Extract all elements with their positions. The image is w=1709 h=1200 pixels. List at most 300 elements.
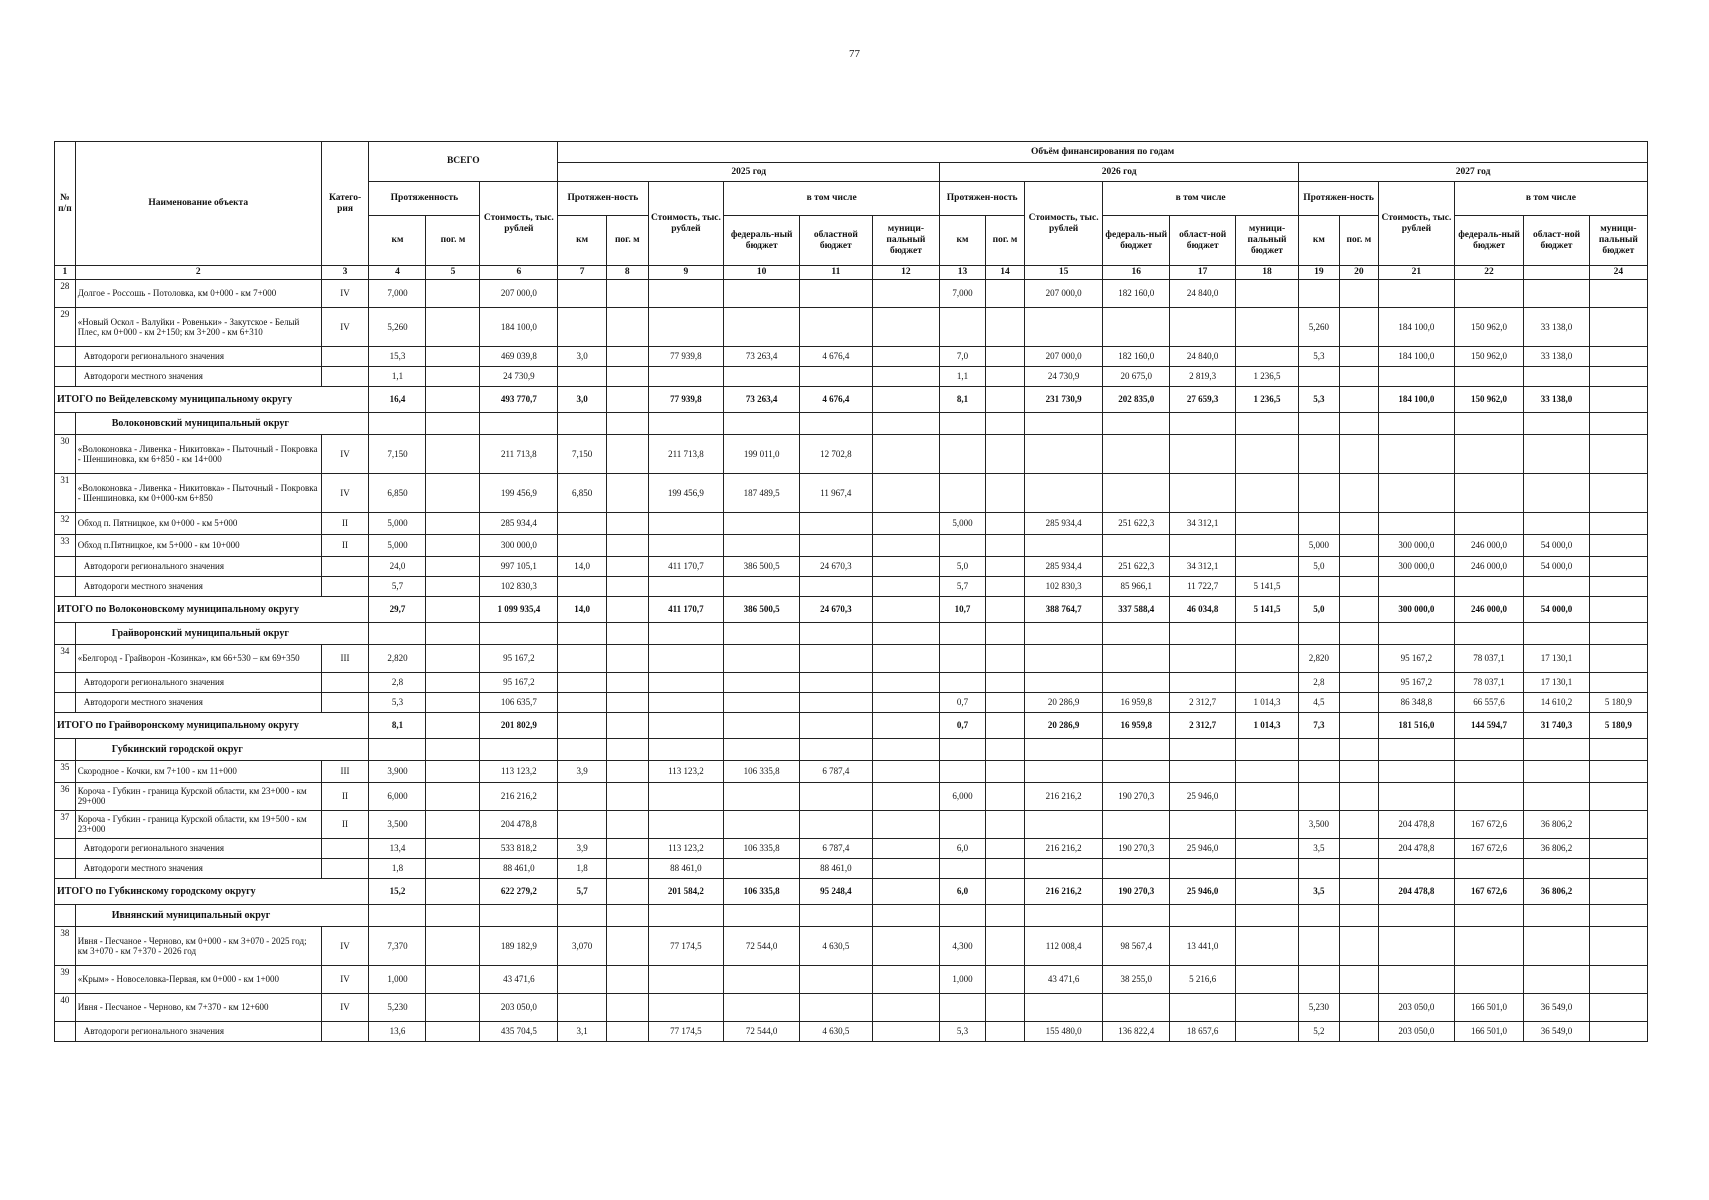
value-cell — [426, 878, 480, 904]
empty-cell — [480, 904, 558, 926]
value-cell — [607, 1021, 649, 1041]
value-cell: 6,0 — [940, 838, 986, 858]
value-cell: 5,0 — [1299, 556, 1339, 576]
empty-cell — [1235, 738, 1298, 760]
empty-cell — [800, 738, 873, 760]
empty-cell — [940, 904, 986, 926]
value-cell — [1170, 760, 1235, 782]
pog-m-header: пог. м — [607, 216, 649, 266]
category-cell — [321, 556, 369, 576]
value-cell — [1103, 644, 1170, 672]
category-cell — [321, 838, 369, 858]
value-cell — [1235, 279, 1298, 307]
object-name: Обход п.Пятницкое, км 5+000 - км 10+000 — [75, 534, 321, 556]
value-cell — [940, 644, 986, 672]
value-cell — [607, 782, 649, 810]
km-header: км — [940, 216, 986, 266]
value-cell — [558, 712, 607, 738]
value-cell — [872, 782, 939, 810]
value-cell — [1170, 534, 1235, 556]
value-cell: 388 764,7 — [1025, 596, 1103, 622]
value-cell: 167 672,6 — [1454, 878, 1524, 904]
value-cell — [800, 672, 873, 692]
value-cell: 24 730,9 — [480, 366, 558, 386]
empty-cell — [426, 622, 480, 644]
value-cell — [940, 534, 986, 556]
value-cell — [648, 307, 724, 346]
section-title: Волоконовский муниципальный округ — [75, 412, 369, 434]
value-cell: 1,8 — [369, 858, 426, 878]
pog-m-header: пог. м — [1339, 216, 1378, 266]
empty-cell — [1339, 412, 1378, 434]
empty-cell — [985, 412, 1024, 434]
value-cell: 5,260 — [369, 307, 426, 346]
km-header: км — [1299, 216, 1339, 266]
value-cell — [607, 473, 649, 512]
value-cell: 7,150 — [558, 434, 607, 473]
value-cell — [607, 692, 649, 712]
incl-2027-header: в том числе — [1454, 182, 1647, 216]
category-cell: IV — [321, 279, 369, 307]
value-cell: 95 248,4 — [800, 878, 873, 904]
value-cell: 72 544,0 — [724, 926, 800, 965]
value-cell: 88 461,0 — [800, 858, 873, 878]
value-cell — [1103, 672, 1170, 692]
value-cell — [426, 712, 480, 738]
value-cell: 15,3 — [369, 346, 426, 366]
object-name: Автодороги регионального значения — [75, 838, 321, 858]
category-cell — [321, 346, 369, 366]
value-cell — [558, 534, 607, 556]
value-cell: 150 962,0 — [1454, 346, 1524, 366]
value-cell — [648, 534, 724, 556]
value-cell — [985, 512, 1024, 534]
value-cell — [1025, 473, 1103, 512]
value-cell: 10,7 — [940, 596, 986, 622]
total-label: ИТОГО по Волоконовскому муниципальному округу — [55, 596, 369, 622]
column-index-cell: 14 — [985, 266, 1024, 280]
value-cell — [426, 596, 480, 622]
empty-cell — [648, 738, 724, 760]
value-cell: 1,000 — [369, 965, 426, 993]
value-cell: 300 000,0 — [1379, 534, 1455, 556]
value-cell — [607, 810, 649, 838]
empty-cell — [800, 904, 873, 926]
value-cell: 7,0 — [940, 346, 986, 366]
value-cell: 31 740,3 — [1524, 712, 1589, 738]
column-index-cell: 22 — [1454, 266, 1524, 280]
value-cell — [426, 512, 480, 534]
value-cell: 14 610,2 — [1524, 692, 1589, 712]
value-cell: 106 335,8 — [724, 838, 800, 858]
value-cell — [558, 366, 607, 386]
value-cell — [1379, 473, 1455, 512]
column-index-cell: 8 — [607, 266, 649, 280]
value-cell: 54 000,0 — [1524, 556, 1589, 576]
value-cell — [1379, 965, 1455, 993]
value-cell — [648, 512, 724, 534]
value-cell: 24 730,9 — [1025, 366, 1103, 386]
value-cell: 386 500,5 — [724, 556, 800, 576]
value-cell: 20 675,0 — [1103, 366, 1170, 386]
empty-cell — [872, 738, 939, 760]
value-cell: 16 959,8 — [1103, 692, 1170, 712]
value-cell — [1524, 926, 1589, 965]
value-cell — [1524, 473, 1589, 512]
value-cell — [985, 366, 1024, 386]
value-cell: 3,9 — [558, 760, 607, 782]
value-cell: 411 170,7 — [648, 556, 724, 576]
value-cell — [1339, 782, 1378, 810]
row-number — [55, 738, 76, 760]
value-cell — [1339, 810, 1378, 838]
value-cell — [607, 307, 649, 346]
category-cell — [321, 576, 369, 596]
value-cell — [1235, 810, 1298, 838]
column-index-cell: 19 — [1299, 266, 1339, 280]
empty-cell — [724, 904, 800, 926]
value-cell: 106 335,8 — [724, 760, 800, 782]
value-cell — [1103, 858, 1170, 878]
value-cell: 11 967,4 — [800, 473, 873, 512]
value-cell — [607, 644, 649, 672]
value-cell — [985, 386, 1024, 412]
value-cell — [1339, 1021, 1378, 1041]
column-index-cell — [1524, 266, 1589, 280]
value-cell: 0,7 — [940, 712, 986, 738]
value-cell — [648, 576, 724, 596]
value-cell — [1589, 534, 1647, 556]
column-index-cell: 1 — [55, 266, 76, 280]
empty-cell — [607, 622, 649, 644]
value-cell: 13 441,0 — [1170, 926, 1235, 965]
row-number — [55, 622, 76, 644]
empty-cell — [940, 738, 986, 760]
empty-cell — [1524, 904, 1589, 926]
object-name: Автодороги местного значения — [75, 692, 321, 712]
row-number: 29 — [55, 307, 76, 346]
value-cell — [1589, 512, 1647, 534]
value-cell: 5 180,9 — [1589, 692, 1647, 712]
value-cell — [607, 965, 649, 993]
value-cell — [1299, 434, 1339, 473]
value-cell — [872, 596, 939, 622]
value-cell: 36 549,0 — [1524, 1021, 1589, 1041]
value-cell: 33 138,0 — [1524, 346, 1589, 366]
year-2025-header: 2025 год — [558, 163, 940, 182]
value-cell — [1235, 672, 1298, 692]
length-2027-header: Протяжен-ность — [1299, 182, 1379, 216]
empty-cell — [1454, 904, 1524, 926]
value-cell: 113 123,2 — [648, 838, 724, 858]
value-cell — [985, 596, 1024, 622]
value-cell: 77 939,8 — [648, 346, 724, 366]
object-name: Короча - Губкин - граница Курской области, км 19+500 - км 23+000 — [75, 810, 321, 838]
value-cell — [985, 534, 1024, 556]
value-cell — [1025, 858, 1103, 878]
value-cell — [872, 576, 939, 596]
value-cell — [1589, 993, 1647, 1021]
cost-2026-header: Стоимость, тыс. рублей — [1025, 182, 1103, 266]
cost-2027-header: Стоимость, тыс. рублей — [1379, 182, 1455, 266]
value-cell — [607, 672, 649, 692]
value-cell — [1339, 386, 1378, 412]
value-cell: 5,7 — [940, 576, 986, 596]
value-cell — [426, 644, 480, 672]
value-cell — [1379, 760, 1455, 782]
value-cell — [607, 279, 649, 307]
value-cell — [985, 760, 1024, 782]
value-cell: 16,4 — [369, 386, 426, 412]
value-cell — [985, 556, 1024, 576]
value-cell: 5,230 — [369, 993, 426, 1021]
value-cell — [1339, 965, 1378, 993]
object-name: Автодороги местного значения — [75, 858, 321, 878]
value-cell: 246 000,0 — [1454, 596, 1524, 622]
value-cell — [724, 965, 800, 993]
value-cell — [985, 279, 1024, 307]
subtotal-row — [55, 858, 1648, 878]
value-cell — [1339, 534, 1378, 556]
value-cell — [872, 965, 939, 993]
empty-cell — [1235, 622, 1298, 644]
value-cell: 184 100,0 — [1379, 307, 1455, 346]
table-row — [55, 307, 1648, 346]
value-cell: 78 037,1 — [1454, 672, 1524, 692]
value-cell — [1589, 434, 1647, 473]
value-cell: 43 471,6 — [1025, 965, 1103, 993]
value-cell: 1 099 935,4 — [480, 596, 558, 622]
value-cell: 38 255,0 — [1103, 965, 1170, 993]
value-cell: 300 000,0 — [480, 534, 558, 556]
value-cell — [426, 1021, 480, 1041]
value-cell — [872, 810, 939, 838]
section-row — [55, 622, 1648, 644]
empty-cell — [480, 738, 558, 760]
empty-cell — [369, 738, 426, 760]
value-cell — [1235, 473, 1298, 512]
value-cell — [1025, 810, 1103, 838]
empty-cell — [1103, 738, 1170, 760]
value-cell: 5,3 — [369, 692, 426, 712]
row-number: 30 — [55, 434, 76, 473]
empty-cell — [1025, 622, 1103, 644]
value-cell — [607, 434, 649, 473]
value-cell — [940, 810, 986, 838]
value-cell — [872, 993, 939, 1021]
value-cell: 24 840,0 — [1170, 346, 1235, 366]
value-cell: 3,0 — [558, 386, 607, 412]
value-cell: 3,500 — [369, 810, 426, 838]
value-cell: 2,8 — [369, 672, 426, 692]
value-cell — [1025, 644, 1103, 672]
table-row — [55, 279, 1648, 307]
row-number: 35 — [55, 760, 76, 782]
mun-header: муници-пальный бюджет — [1589, 216, 1647, 266]
object-name: Скородное - Кочки, км 7+100 - км 11+000 — [75, 760, 321, 782]
value-cell: 25 946,0 — [1170, 782, 1235, 810]
value-cell — [1299, 965, 1339, 993]
value-cell: 3,5 — [1299, 838, 1339, 858]
value-cell: 17 130,1 — [1524, 644, 1589, 672]
empty-cell — [1454, 738, 1524, 760]
total-length-header: Протяженность — [369, 182, 480, 216]
row-number: 33 — [55, 534, 76, 556]
value-cell — [800, 712, 873, 738]
category-cell: IV — [321, 307, 369, 346]
column-index-cell: 16 — [1103, 266, 1170, 280]
value-cell — [1103, 810, 1170, 838]
value-cell — [1454, 926, 1524, 965]
object-name: «Новый Оскол - Валуйки - Ровеньки» - Закутское - Белый Плес, км 0+000 - км 2+150; км 3+200 - км 6+310 — [75, 307, 321, 346]
value-cell — [1589, 556, 1647, 576]
subtotal-row — [55, 692, 1648, 712]
section-title: Ивнянский муниципальный округ — [75, 904, 369, 926]
value-cell — [985, 473, 1024, 512]
value-cell — [607, 858, 649, 878]
value-cell — [940, 858, 986, 878]
value-cell — [558, 965, 607, 993]
value-cell — [1589, 965, 1647, 993]
section-row — [55, 904, 1648, 926]
value-cell: 7,000 — [369, 279, 426, 307]
value-cell — [1524, 366, 1589, 386]
empty-cell — [1454, 412, 1524, 434]
value-cell — [872, 1021, 939, 1041]
value-cell: 190 270,3 — [1103, 838, 1170, 858]
value-cell: 533 818,2 — [480, 838, 558, 858]
value-cell — [1339, 279, 1378, 307]
value-cell: 2 312,7 — [1170, 712, 1235, 738]
empty-cell — [1379, 622, 1455, 644]
value-cell — [1103, 534, 1170, 556]
page-number: 77 — [849, 48, 860, 60]
value-cell: 150 962,0 — [1454, 386, 1524, 412]
value-cell: 24 670,3 — [800, 596, 873, 622]
value-cell — [1524, 512, 1589, 534]
value-cell: 8,1 — [940, 386, 986, 412]
value-cell: 203 050,0 — [1379, 993, 1455, 1021]
subtotal-row — [55, 346, 1648, 366]
value-cell — [558, 993, 607, 1021]
value-cell — [1025, 307, 1103, 346]
value-cell: 251 622,3 — [1103, 556, 1170, 576]
value-cell: 13,6 — [369, 1021, 426, 1041]
value-cell: 167 672,6 — [1454, 810, 1524, 838]
value-cell — [1454, 366, 1524, 386]
value-cell: 27 659,3 — [1170, 386, 1235, 412]
value-cell — [985, 965, 1024, 993]
value-cell — [426, 556, 480, 576]
value-cell: 43 471,6 — [480, 965, 558, 993]
value-cell — [426, 279, 480, 307]
value-cell — [1339, 878, 1378, 904]
empty-cell — [1524, 622, 1589, 644]
value-cell: 7,370 — [369, 926, 426, 965]
category-cell: IV — [321, 473, 369, 512]
value-cell — [872, 878, 939, 904]
value-cell — [1235, 434, 1298, 473]
value-cell: 184 100,0 — [1379, 386, 1455, 412]
value-cell — [724, 810, 800, 838]
value-cell: 182 160,0 — [1103, 346, 1170, 366]
table-row — [55, 993, 1648, 1021]
value-cell: 3,070 — [558, 926, 607, 965]
value-cell — [724, 512, 800, 534]
value-cell: 5,3 — [1299, 386, 1339, 412]
value-cell — [1299, 760, 1339, 782]
value-cell: 203 050,0 — [480, 993, 558, 1021]
value-cell — [1454, 473, 1524, 512]
value-cell — [724, 993, 800, 1021]
col-no-header: № п/п — [55, 142, 76, 266]
value-cell — [1103, 760, 1170, 782]
value-cell — [872, 692, 939, 712]
empty-cell — [558, 622, 607, 644]
value-cell — [985, 712, 1024, 738]
category-cell — [321, 1021, 369, 1041]
object-name: Ивня - Песчаное - Черново, км 7+370 - км 12+600 — [75, 993, 321, 1021]
empty-cell — [1589, 738, 1647, 760]
value-cell: 5,000 — [369, 512, 426, 534]
value-cell: 2,8 — [1299, 672, 1339, 692]
empty-cell — [1170, 738, 1235, 760]
value-cell — [724, 644, 800, 672]
cost-2025-header: Стоимость, тыс. рублей — [648, 182, 724, 266]
column-index-cell: 4 — [369, 266, 426, 280]
value-cell — [558, 672, 607, 692]
value-cell — [1299, 858, 1339, 878]
value-cell — [800, 782, 873, 810]
object-name: Обход п. Пятницкое, км 0+000 - км 5+000 — [75, 512, 321, 534]
value-cell — [872, 279, 939, 307]
column-index-cell: 13 — [940, 266, 986, 280]
value-cell — [1025, 434, 1103, 473]
value-cell — [1379, 279, 1455, 307]
value-cell — [1454, 512, 1524, 534]
value-cell — [872, 760, 939, 782]
value-cell — [1379, 782, 1455, 810]
value-cell — [800, 692, 873, 712]
value-cell: 95 167,2 — [480, 644, 558, 672]
value-cell: 622 279,2 — [480, 878, 558, 904]
empty-cell — [1589, 904, 1647, 926]
subtotal-row — [55, 838, 1648, 858]
value-cell: 95 167,2 — [1379, 672, 1455, 692]
value-cell — [1454, 858, 1524, 878]
row-number — [55, 838, 76, 858]
value-cell — [985, 576, 1024, 596]
obl-header: област-ной бюджет — [1524, 216, 1589, 266]
value-cell: 246 000,0 — [1454, 534, 1524, 556]
value-cell — [1589, 366, 1647, 386]
object-name: Автодороги регионального значения — [75, 556, 321, 576]
value-cell: 106 335,8 — [724, 878, 800, 904]
value-cell — [648, 692, 724, 712]
empty-cell — [369, 622, 426, 644]
value-cell: 181 516,0 — [1379, 712, 1455, 738]
row-number — [55, 576, 76, 596]
value-cell — [607, 712, 649, 738]
value-cell — [940, 307, 986, 346]
value-cell: 5,3 — [940, 1021, 986, 1041]
value-cell: 0,7 — [940, 692, 986, 712]
value-cell — [1589, 644, 1647, 672]
value-cell — [872, 556, 939, 576]
value-cell: 15,2 — [369, 878, 426, 904]
value-cell: 54 000,0 — [1524, 534, 1589, 556]
value-cell — [1589, 838, 1647, 858]
